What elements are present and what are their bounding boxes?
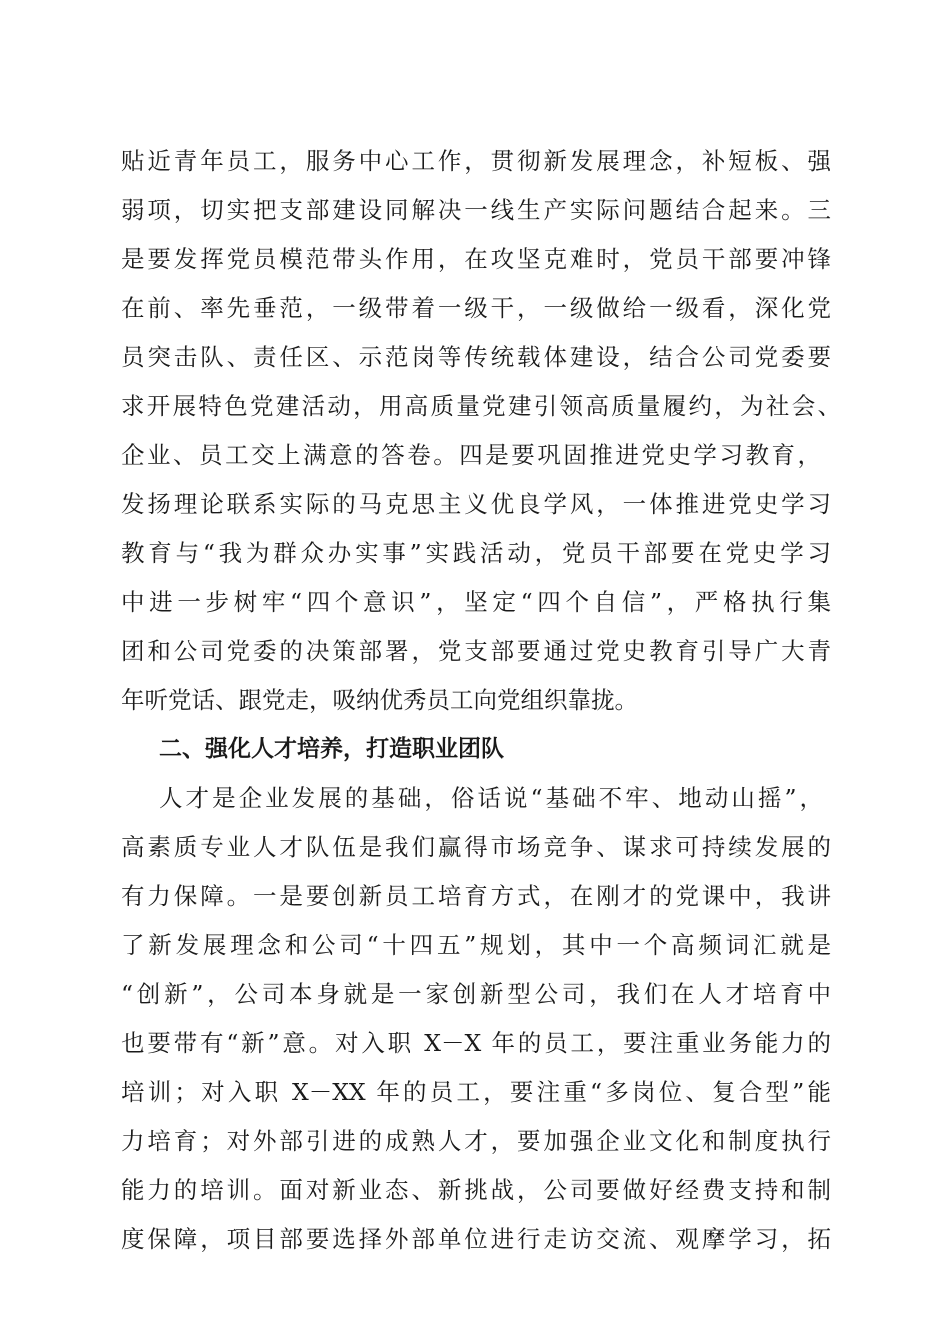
paragraph-line: 教育与“我为群众办实事”实践活动，党员干部要在党史学习 xyxy=(121,539,831,567)
paragraph-line: 弱项，切实把支部建设同解决一线生产实际问题结合起来。三 xyxy=(121,196,831,224)
paragraph-line: 能力的培训。面对新业态、新挑战，公司要做好经费支持和制 xyxy=(121,1176,831,1204)
paragraph-line: 人才是企业发展的基础，俗话说“基础不牢、地动山摇”， xyxy=(159,784,823,812)
paragraph-line: 企业、员工交上满意的答卷。四是要巩固推进党史学习教育， xyxy=(121,441,821,469)
section-heading: 二、强化人才培养，打造职业团队 xyxy=(159,736,504,762)
paragraph-line: 了新发展理念和公司“十四五”规划，其中一个高频词汇就是 xyxy=(121,931,831,959)
paragraph-line: 团和公司党委的决策部署，党支部要通过党史教育引导广大青 xyxy=(121,637,831,665)
paragraph-line: 高素质专业人才队伍是我们赢得市场竞争、谋求可持续发展的 xyxy=(121,833,831,861)
paragraph-line: 度保障，项目部要选择外部单位进行走访交流、观摩学习，拓 xyxy=(121,1225,831,1253)
paragraph-line: “创新”，公司本身就是一家创新型公司，我们在人才培育中 xyxy=(121,980,831,1008)
paragraph-line: 有力保障。一是要创新员工培育方式，在刚才的党课中，我讲 xyxy=(121,882,831,910)
paragraph-line: 年听党话、跟党走，吸纳优秀员工向党组织靠拢。 xyxy=(121,686,638,714)
paragraph-line: 力培育；对外部引进的成熟人才，要加强企业文化和制度执行 xyxy=(121,1127,831,1155)
paragraph-line: 求开展特色党建活动，用高质量党建引领高质量履约，为社会、 xyxy=(121,392,841,420)
paragraph-line: 中进一步树牢“四个意识”，坚定“四个自信”，严格执行集 xyxy=(121,588,831,616)
paragraph-line: 也要带有“新”意。对入职 X－X 年的员工，要注重业务能力的 xyxy=(121,1029,831,1057)
paragraph-line: 培训；对入职 X－XX 年的员工，要注重“多岗位、复合型”能 xyxy=(121,1078,831,1106)
paragraph-line: 在前、率先垂范，一级带着一级干，一级做给一级看，深化党 xyxy=(121,294,831,322)
paragraph-line: 是要发挥党员模范带头作用，在攻坚克难时，党员干部要冲锋 xyxy=(121,245,831,273)
paragraph-line: 发扬理论联系实际的马克思主义优良学风，一体推进党史学习 xyxy=(121,490,831,518)
paragraph-line: 贴近青年员工，服务中心工作，贯彻新发展理念，补短板、强 xyxy=(121,147,831,175)
paragraph-line: 员突击队、责任区、示范岗等传统载体建设，结合公司党委要 xyxy=(121,343,831,371)
